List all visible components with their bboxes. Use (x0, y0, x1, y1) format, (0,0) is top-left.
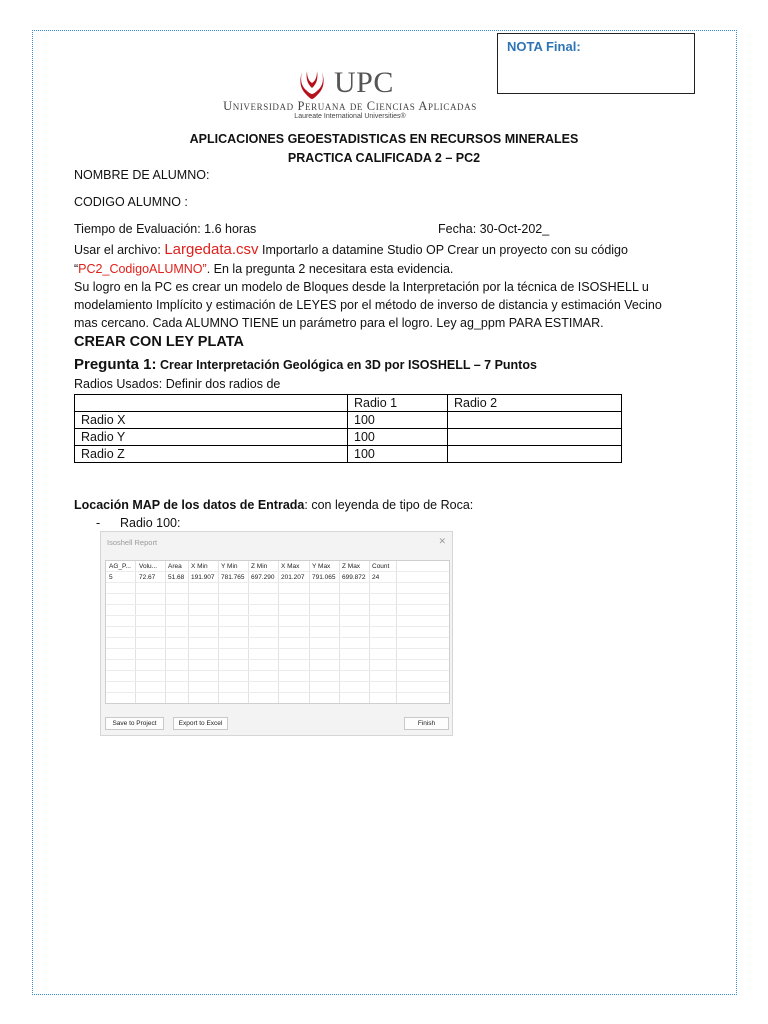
table-row (106, 660, 450, 671)
table-cell (448, 412, 622, 429)
nota-final-box (497, 33, 695, 94)
grid-header-row (106, 561, 450, 572)
table-row (106, 594, 450, 605)
column-header[interactable]: Y Min (221, 563, 238, 570)
grid-cell: 697.290 (251, 574, 275, 581)
report-grid (105, 560, 450, 704)
table-row[interactable] (106, 572, 450, 583)
grid-cell: 5 (109, 574, 113, 581)
logro-line-2: modelamiento Implícito y estimación de LEYES por el método de inverso de distancia y estimación Vecino (74, 298, 662, 312)
radio-100-label: Radio 100: (120, 516, 181, 530)
code-open-quote: “ (74, 262, 79, 276)
table-cell (448, 429, 622, 446)
usar-archivo-line (74, 241, 628, 258)
locacion-line (74, 498, 473, 512)
logro-line-1: Su logro en la PC es crear un modelo de Bloques desde la Interpretación por la técnica de ISOSHELL u (74, 280, 649, 294)
window-title: Isoshell Report (107, 538, 158, 547)
pregunta-1-label: Pregunta 1: (74, 356, 157, 373)
grid-cell: 699.872 (342, 574, 366, 581)
column-header[interactable]: Area (168, 563, 182, 570)
table-row (75, 412, 622, 429)
table-row (106, 693, 450, 704)
column-header[interactable]: Count (372, 563, 390, 570)
grid-cell: 781.765 (221, 574, 245, 581)
table-header-row (75, 395, 622, 412)
column-header[interactable]: Y Max (312, 563, 331, 570)
laureate-tagline: Laureate International Universities® (294, 113, 406, 120)
locacion-rest: : con leyenda de tipo de Roca: (304, 498, 474, 512)
table-cell: Radio Y (75, 429, 348, 446)
column-header[interactable]: AG_P... (109, 563, 131, 570)
table-header-cell: Radio 2 (448, 395, 622, 412)
table-row (106, 616, 450, 627)
table-cell: Radio X (75, 412, 348, 429)
grid-cell: 791.065 (312, 574, 336, 581)
table-header-cell: Radio 1 (348, 395, 448, 412)
column-header[interactable]: X Max (281, 563, 300, 570)
table-row (106, 649, 450, 660)
pregunta-1 (74, 356, 537, 373)
locacion-bold: Locación MAP de los datos de Entrada (74, 498, 305, 512)
upc-logo-text: UPC (334, 66, 394, 99)
table-cell: 100 (348, 412, 448, 429)
table-row (106, 671, 450, 682)
nombre-field: NOMBRE DE ALUMNO: (74, 168, 210, 182)
university-name: Universidad Peruana de Ciencias Aplicadas (223, 99, 477, 113)
usar-prefix: Usar el archivo: (74, 243, 165, 257)
grid-cell: 201.207 (281, 574, 305, 581)
bullet-marker: - (96, 516, 101, 530)
isoshell-report-window (100, 531, 453, 736)
table-row (106, 583, 450, 594)
close-icon[interactable]: ✕ (438, 536, 446, 546)
logro-line-3: mas cercano. Cada ALUMNO TIENE un parámetro para el logro. Ley ag_ppm PARA ESTIMAR. (74, 316, 604, 330)
table-row (106, 682, 450, 693)
grid-cell: 191.907 (191, 574, 215, 581)
table-row (75, 429, 622, 446)
course-title: APLICACIONES GEOESTADISTICAS EN RECURSOS MINERALES (189, 132, 579, 146)
export-to-excel-button[interactable]: Export to Excel (173, 717, 228, 730)
column-header[interactable]: Z Max (342, 563, 361, 570)
column-header[interactable]: Volu... (139, 563, 158, 570)
finish-button[interactable]: Finish (404, 717, 449, 730)
section-title: CREAR CON LEY PLATA (74, 334, 244, 350)
grid-cell: 51.68 (168, 574, 185, 581)
radios-intro: Radios Usados: Definir dos radios de (74, 377, 281, 391)
upc-logo-icon (296, 68, 328, 100)
column-header[interactable]: X Min (191, 563, 208, 570)
column-header[interactable]: Z Min (251, 563, 268, 570)
exam-title: PRACTICA CALIFICADA 2 – PC2 (287, 151, 481, 165)
table-row (106, 638, 450, 649)
fecha-field: Fecha: 30-Oct-202_ (438, 222, 550, 236)
grid-cell: 24 (372, 574, 380, 581)
tiempo-field: Tiempo de Evaluación: 1.6 horas (74, 222, 257, 236)
radios-table (74, 394, 622, 463)
codigo-field: CODIGO ALUMNO : (74, 195, 188, 209)
table-row (106, 605, 450, 616)
file-name: Largedata.csv (164, 241, 259, 258)
table-row (106, 627, 450, 638)
table-header-cell (75, 395, 348, 412)
code-line (74, 262, 453, 276)
usar-suffix: Importarlo a datamine Studio OP Crear un proyecto con su código (258, 243, 628, 257)
upc-logo (220, 66, 480, 126)
save-to-project-button[interactable]: Save to Project (105, 717, 164, 730)
code-placeholder: PC2_CodigoALUMNO” (78, 262, 207, 276)
table-cell (448, 446, 622, 463)
table-row (75, 446, 622, 463)
table-cell: 100 (348, 446, 448, 463)
nota-final-label: NOTA Final: (507, 39, 581, 54)
grid-cell: 72.67 (139, 574, 156, 581)
pregunta-1-text: Crear Interpretación Geológica en 3D por ISOSHELL – 7 Puntos (156, 358, 537, 372)
table-cell: Radio Z (75, 446, 348, 463)
table-cell: 100 (348, 429, 448, 446)
code-suffix: . En la pregunta 2 necesitara esta evidencia. (206, 262, 454, 276)
